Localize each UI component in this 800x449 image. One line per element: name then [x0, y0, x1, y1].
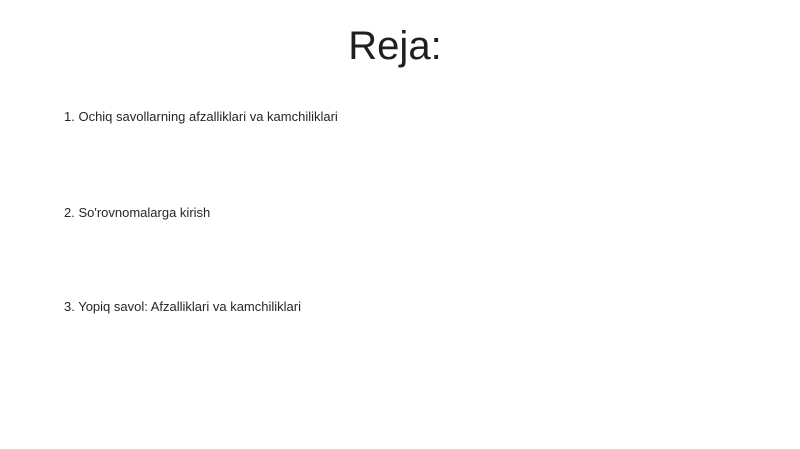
- slide-title: Reja:: [348, 24, 442, 68]
- agenda-item-3: 3. Yopiq savol: Afzalliklari va kamchiliklari: [64, 299, 301, 314]
- agenda-item-2: 2. So'rovnomalarga kirish: [64, 205, 211, 220]
- agenda-item-1: 1. Ochiq savollarning afzalliklari va kamchiliklari: [64, 109, 338, 124]
